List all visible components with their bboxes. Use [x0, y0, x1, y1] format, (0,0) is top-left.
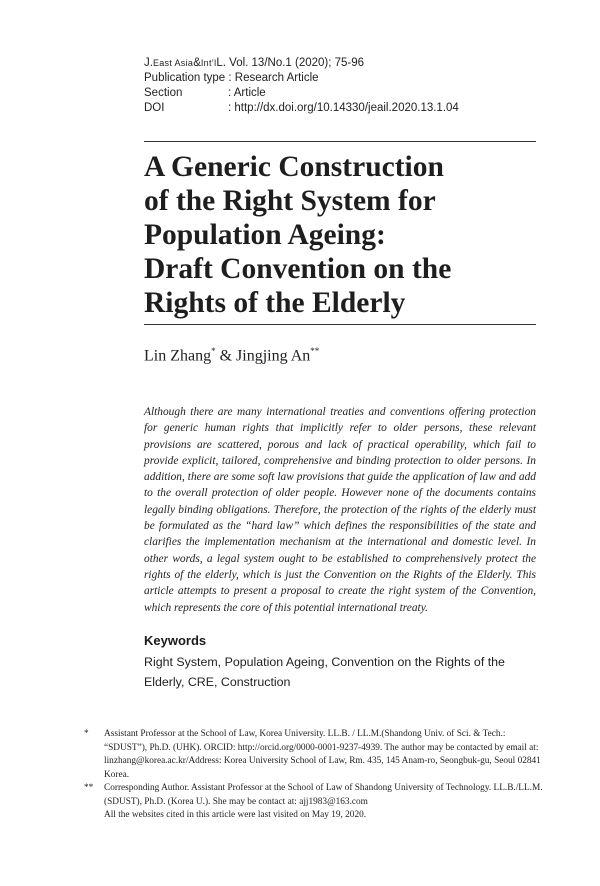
section-label: Section: [144, 87, 183, 99]
title-line: A Generic Construction: [144, 151, 444, 183]
doi-row: [144, 101, 544, 116]
footnote-2-text: Corresponding Author. Assistant Professor at the School of Law of Shandong University of Technology. LL.B./LL.M. (SDUST), Ph.D. (Korea U.). She may be contact at: ajj1983@163.com: [104, 783, 543, 807]
title-line: Rights of the Elderly: [144, 287, 406, 319]
keywords-list: Right System, Population Ageing, Convention on the Rights of the Elderly, CRE, Construction: [144, 655, 505, 689]
footnote-1-text: Assistant Professor at the School of Law, Korea University. LL.B. / LL.M.(Shandong Univ. of Sci. & Tech.: “SDUST”), Ph.D. (UHK). ORCID: http://orcid.org/0000-0001-9237-4939. The author may be contacted by email at: linzhang@korea.ac.kr/Address: Korea University School of Law, Rm. 435, 145 Anam-ro, Seongbuk-gu, Seoul 02841 Korea.: [104, 729, 541, 780]
title-line: Draft Convention on the: [144, 253, 452, 285]
title-bottom-rule: [144, 324, 536, 325]
author-1: Lin Zhang: [144, 347, 212, 365]
footnote-2-mark: **: [84, 783, 94, 793]
abstract: Although there are many international treaties and conventions offering protection for generic human rights that implicitly refer to older persons, these relevant provisions are scattered, porous and lack of practical operability, which fail to provide explicit, tailored, comprehensive and binding protection to older persons. In addition, there are some soft law provisions that guide the application of law and add to the overall protection of older people. However none of the documents contains legally binding obligations. Therefore, the protection of the rights of the elderly must be formulated as the “hard law” which defines the responsibilities of the state and clarifies the implementation mechanism at the international and domestic level. In other words, a legal system ought to be established to comprehensively protect the rights of the elderly, which is just the Convention on the Rights of the Elderly. This article attempts to present a proposal to create the right system of the Convention, which represents the core of this potential international treaty.: [144, 406, 536, 614]
footnote-2: [84, 782, 544, 809]
doi-value[interactable]: : http://dx.doi.org/10.14330/jeail.2020.13.1.04: [228, 102, 459, 114]
journal-intl: Int’l: [200, 58, 217, 68]
publication-type-row: [144, 71, 544, 86]
journal-east-asia: East Asia: [152, 58, 194, 68]
article-title: [144, 150, 536, 320]
author-2-mark: **: [310, 346, 320, 356]
author-2: Jingjing An: [236, 347, 311, 365]
footnotes: [84, 728, 544, 823]
journal-amp: &: [193, 57, 201, 69]
footnote-1: [84, 728, 544, 782]
section-row: [144, 86, 544, 101]
journal-prefix: J.: [144, 57, 153, 69]
title-line: of the Right System for: [144, 185, 436, 217]
keywords-heading: Keywords: [144, 633, 207, 648]
footnote-3-text: All the websites cited in this article were last visited on May 19, 2020.: [104, 810, 367, 820]
journal-volume: L. Vol. 13/No.1 (2020); 75-96: [216, 57, 365, 69]
article-metadata: [144, 56, 544, 116]
author-line: [144, 346, 319, 365]
journal-citation: [144, 56, 544, 71]
title-top-rule: [144, 141, 536, 142]
footnote-1-mark: *: [84, 729, 89, 739]
section-value: : Article: [228, 87, 266, 99]
publication-type-value: : Research Article: [228, 72, 319, 84]
title-line: Population Ageing:: [144, 219, 386, 251]
author-1-mark: *: [211, 346, 216, 356]
publication-type-label: Publication type: [144, 72, 226, 84]
author-separator: &: [215, 347, 237, 365]
doi-label: DOI: [144, 102, 165, 114]
footnote-3: [84, 809, 544, 823]
